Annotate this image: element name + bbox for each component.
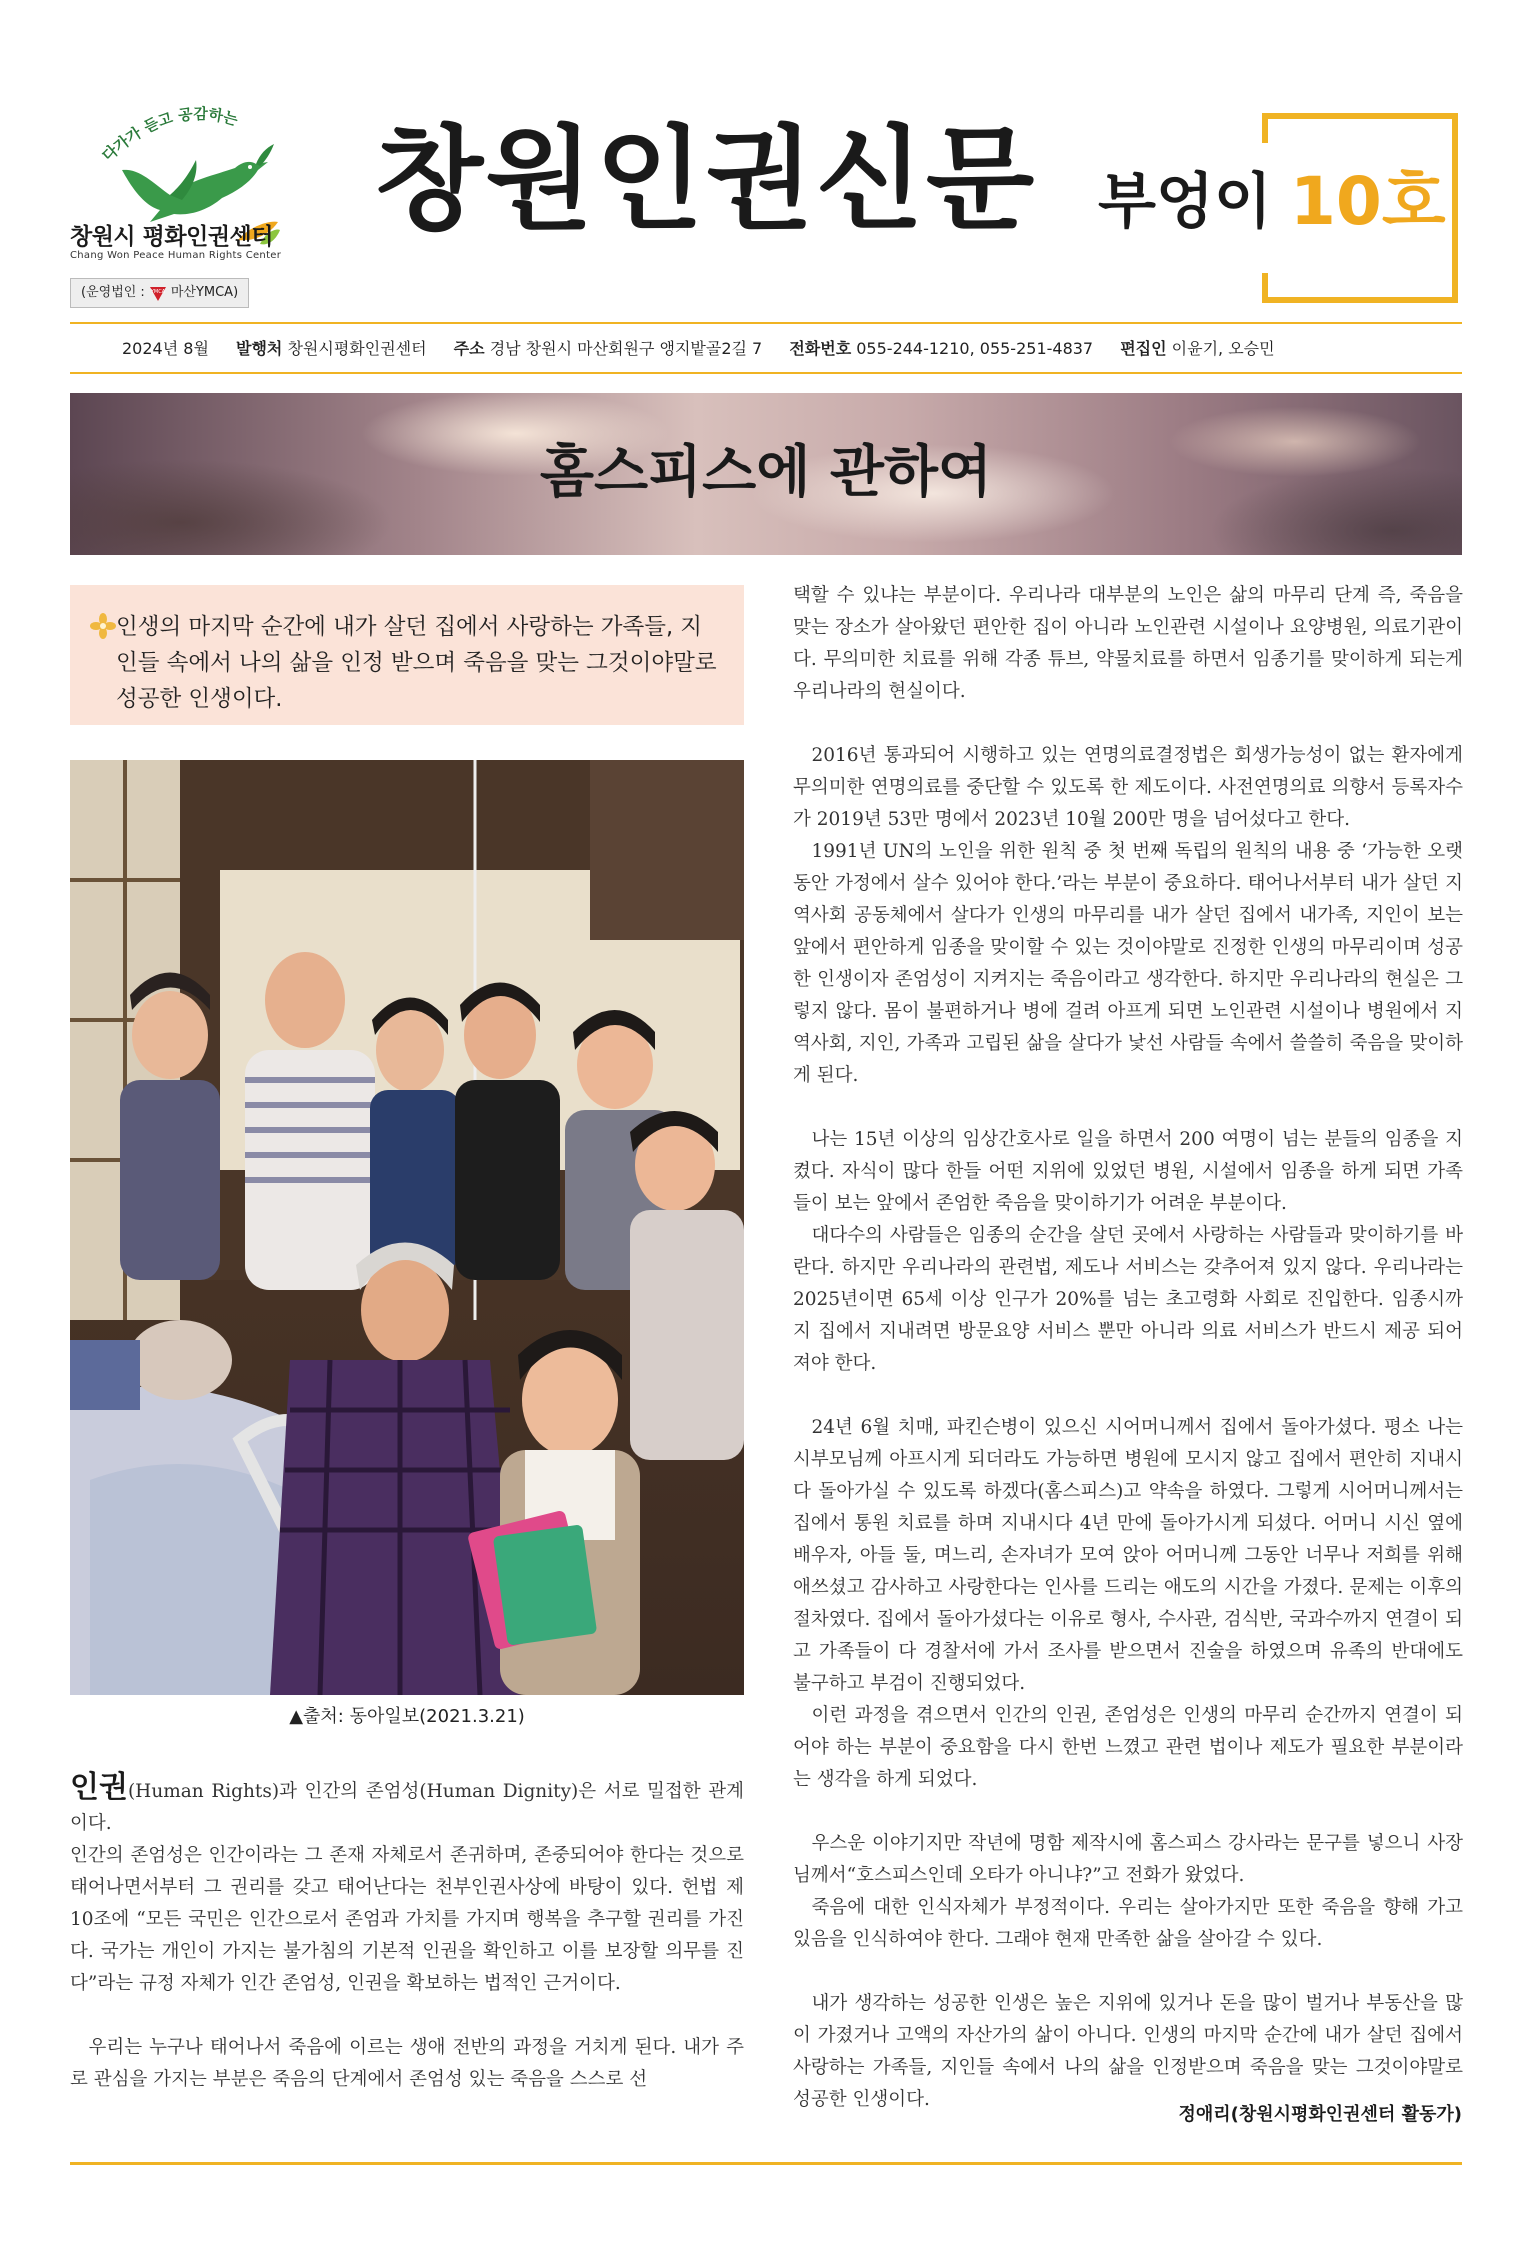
svg-text:다가가 듣고 공감하는: 다가가 듣고 공감하는: [98, 104, 241, 164]
article-right-column: [793, 580, 1463, 2116]
photo-caption: ▲출처: 동아일보(2021.3.21): [289, 1706, 525, 1727]
header-rule: [70, 372, 1462, 374]
issue-number: 10호: [1290, 163, 1446, 240]
paragraph: 우리는 누구나 태어나서 죽음에 이르는 생애 전반의 과정을 거치게 된다. 내가 주로 관심을 가지는 부분은 죽음의 단계에서 존엄성 있는 죽음을 스스로 선: [70, 2037, 744, 2090]
operator-name: 마산YMCA): [170, 285, 239, 300]
operator-badge: [70, 278, 249, 308]
ymca-logo-icon: [149, 285, 167, 301]
article-banner: [70, 393, 1462, 555]
masthead-info: [122, 336, 1275, 359]
svg-text:YMCA: YMCA: [150, 289, 165, 295]
paragraph: 2016년 통과되어 시행하고 있는 연명의료결정법은 회생가능성이 없는 환자에게 무의미한 연명의료를 중단할 수 있도록 한 제도이다. 사전연명의료 의향서 등록자수가 2019년 53만 명에서 2023년 10월 200만 명을 넘어섰다고 한다.: [793, 745, 1463, 830]
paragraph: 이런 과정을 겪으면서 인간의 인권, 존엄성은 인생의 마무리 순간까지 연결이 되어야 하는 부분이 중요함을 다시 한번 느꼈고 관련 법이나 제도가 필요한 부분이라는 생각을 하게 되었다.: [793, 1705, 1463, 1790]
paragraph: 24년 6월 치매, 파킨슨병이 있으신 시어머니께서 집에서 돌아가셨다. 평소 나는 시부모님께 아프시게 되더라도 가능하면 병원에 모시지 않고 집에서 편안히 지내시다 돌아가실 수 있도록 하겠다(홈스피스)고 약속을 하였다. 그렇게 시어머니께서는 집에서 통원 치료를 하며 지내시다 4년 만에 돌아가시게 되셨다. 어머니 시신 옆에 배우자, 아들 둘, 며느리, 손자녀가 모여 앉아 어머니께 그동안 너무나 저희를 위해 애쓰셨고 감사하고 사랑한다는 인사를 드리는 애도의 시간을 가졌다. 문제는 이후의 절차였다. 집에서 돌아가셨다는 이유로 형사, 수사관, 검식반, 국과수까지 연결이 되고 가족들이 다 경찰서에 가서 조사를 받으면서 진술을 하였으며 유족의 반대에도 불구하고 부검이 진행되었다.: [793, 1417, 1463, 1694]
address: 경남 창원시 마산회원구 앵지밭골2길 7: [489, 339, 763, 358]
pull-quote: [70, 585, 744, 725]
paragraph: 죽음에 대한 인식자체가 부정적이다. 우리는 살아가지만 또한 죽음을 향해 가고 있음을 인식하여야 한다. 그래야 현재 만족한 삶을 살아갈 수 있다.: [793, 1897, 1463, 1950]
org-name: 창원시 평화인권센터: [70, 224, 273, 250]
article-left-column: [70, 1772, 744, 2096]
publisher-label: 발행처: [236, 339, 283, 358]
org-name-en: Chang Won Peace Human Rights Center: [70, 250, 282, 261]
address-label: 주소: [453, 339, 485, 358]
paragraph: 나는 15년 이상의 임상간호사로 일을 하면서 200 여명이 넘는 분들의 임종을 지켰다. 자식이 많다 한들 어떤 지위에 있었던 병원, 시설에서 임종을 하게 되면 가족들이 보는 앞에서 존엄한 죽음을 맞이하기가 어려운 부분이다.: [793, 1129, 1463, 1214]
paragraph: 우스운 이야기지만 작년에 명함 제작시에 홈스피스 강사라는 문구를 넣으니 사장님께서“호스피스인데 오타가 아니냐?”고 전화가 왔었다.: [793, 1833, 1463, 1886]
editor-label: 편집인: [1120, 339, 1167, 358]
photo-illustration: [70, 760, 744, 1695]
issue-label: 부엉이: [1098, 167, 1272, 237]
center-logo: [70, 100, 320, 315]
paragraph: 대다수의 사람들은 임종의 순간을 살던 곳에서 사랑하는 사람들과 맞이하기를 바란다. 하지만 우리나라의 관련법, 제도나 서비스는 갖추어져 있지 않다. 우리나라는 2025년이면 65세 이상 인구가 20%를 넘는 초고령화 사회로 진입한다. 임종시까지 집에서 지내려면 방문요양 서비스 뿐만 아니라 의료 서비스가 반드시 제공 되어져야 한다.: [793, 1225, 1463, 1374]
publisher: 창원시평화인권센터: [287, 339, 427, 358]
phone-label: 전화번호: [789, 339, 852, 358]
flower-icon: [90, 613, 116, 639]
header-rule: [70, 322, 1462, 324]
issue-box-corner: [1262, 273, 1268, 303]
pull-quote-text: 인생의 마지막 순간에 내가 살던 집에서 사랑하는 가족들, 지인들 속에서 나의 삶을 인정 받으며 죽음을 맞는 그것이야말로 성공한 인생이다.: [116, 614, 717, 712]
paragraph: [70, 1772, 744, 1840]
paragraph: 내가 생각하는 성공한 인생은 높은 지위에 있거나 돈을 많이 벌거나 부동산을 많이 가졌거나 고액의 자산가의 삶이 아니다. 인생의 마지막 순간에 내가 살던 집에서 사랑하는 가족들, 지인들 속에서 나의 삶을 인정받으며 죽음을 맞는 그것이야말로 성공한 인생이다.: [793, 1993, 1463, 2110]
operator-prefix: (운영법인 :: [81, 285, 145, 300]
article-title: 홈스피스에 관하여: [539, 440, 993, 505]
family-photo: [70, 760, 744, 1695]
issue-date: 2024년 8월: [122, 339, 209, 358]
paragraph: 1991년 UN의 노인을 위한 원칙 중 첫 번째 독립의 원칙의 내용 중 ‘가능한 오랫동안 가정에서 살수 있어야 한다.’라는 부분이 중요하다. 태어나서부터 내가 살던 지역사회 공동체에서 살다가 인생의 마무리를 내가 살던 집에서 내가족, 지인이 보는 앞에서 편안하게 임종을 맞이할 수 있는 것이야말로 진정한 인생의 마무리이며 성공한 인생이자 존엄성이 지켜지는 죽음이라고 생각한다. 하지만 우리나라의 현실은 그렇지 않다. 몸이 불편하거나 병에 걸려 아프게 되면 노인관련 시설이나 병원에서 지역사회, 지인, 가족과 고립된 삶을 살다가 낯선 사람들 속에서 쓸쓸히 죽음을 맞이하게 된다.: [793, 841, 1463, 1086]
newspaper-title: 창원인권신문: [375, 115, 1037, 245]
phone: 055-244-1210, 055-251-4837: [856, 339, 1094, 358]
paragraph: 택할 수 있냐는 부분이다. 우리나라 대부분의 노인은 삶의 마무리 단계 즉, 죽음을 맞는 장소가 살아왔던 편안한 집이 아니라 노인관련 시설이나 요양병원, 의료기관이다. 무의미한 치료를 위해 각종 튜브, 약물치료를 하면서 임종기를 맞이하게 되는게 우리나라의 현실이다.: [793, 585, 1463, 702]
issue-box-corner: [1262, 113, 1268, 143]
paragraph-text: (Human Rights)과 인간의 존엄성(Human Dignity)은 서로 밀접한 관계이다.: [70, 1781, 744, 1834]
author-byline: 정애리(창원시평화인권센터 활동가): [1178, 2104, 1462, 2125]
footer-rule: [70, 2162, 1462, 2165]
lead-word: 인권: [70, 1770, 128, 1805]
paragraph: 인간의 존엄성은 인간이라는 그 존재 자체로서 존귀하며, 존중되어야 한다는 것으로 태어나면서부터 그 권리를 갖고 태어난다는 천부인권사상에 바탕이 있다. 헌법 제 10조에 “모든 국민은 인간으로서 존엄과 가치를 가지며 행복을 추구할 권리를 가진다. 국가는 개인이 가지는 불가침의 기본적 인권을 확인하고 이를 보장할 의무를 진다”라는 규정 자체가 인간 존엄성, 인권을 확보하는 법적인 근거이다.: [70, 1845, 744, 1994]
editor: 이윤기, 오승민: [1171, 339, 1275, 358]
